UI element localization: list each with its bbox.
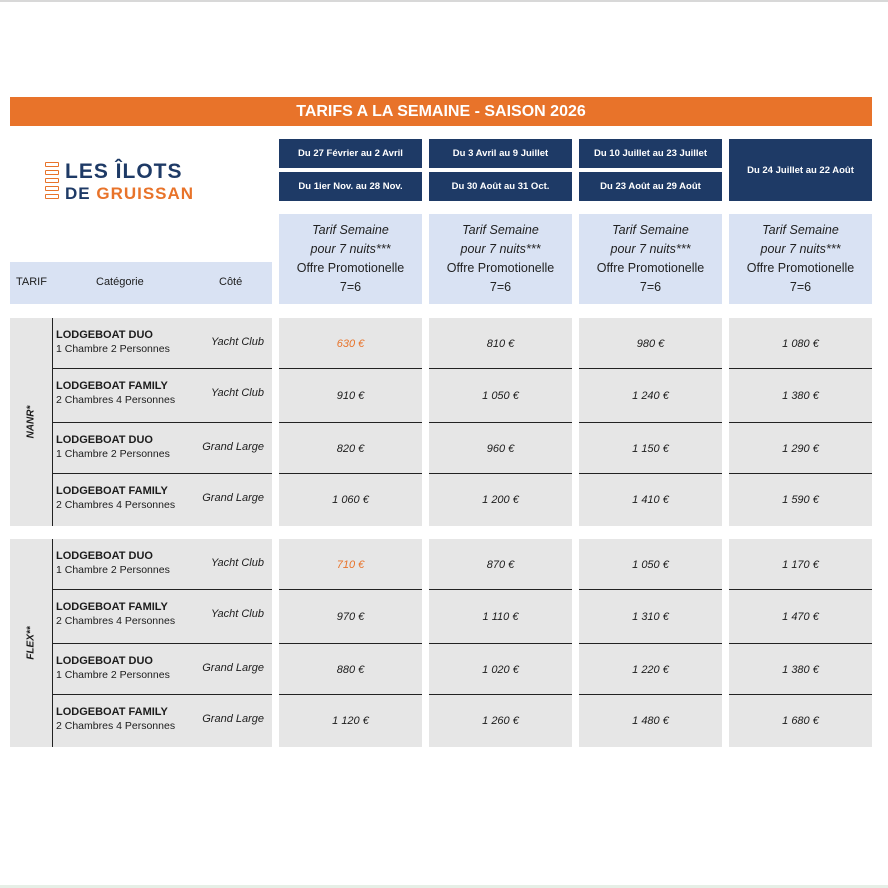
header-categorie: Catégorie <box>96 276 144 288</box>
group-label-cell <box>10 539 53 747</box>
logo-line2: DE GRUISSAN <box>65 184 195 203</box>
row-subtitle: 2 Chambres 4 Personnes <box>56 394 176 406</box>
price-cell: 1 470 € <box>729 590 872 644</box>
price-cell: 710 € <box>279 539 422 590</box>
table-row <box>53 369 272 423</box>
price-cell: 1 260 € <box>429 695 572 747</box>
table-row <box>53 539 272 590</box>
price-cell: 1 310 € <box>579 590 722 644</box>
row-subtitle: 1 Chambre 2 Personnes <box>56 669 170 681</box>
table-row <box>53 423 272 474</box>
logo-mark-icon <box>45 162 59 204</box>
tarif-label-4: Tarif Semaine pour 7 nuits*** Offre Promotionelle 7=6 <box>729 214 872 304</box>
price-cell: 630 € <box>279 318 422 369</box>
period-4: Du 24 Juillet au 22 Août <box>729 139 872 201</box>
price-cell: 1 170 € <box>729 539 872 590</box>
price-cell: 1 050 € <box>429 369 572 423</box>
row-cote: Yacht Club <box>211 557 264 569</box>
period-3-bottom: Du 23 Août au 29 Août <box>579 172 722 201</box>
row-subtitle: 2 Chambres 4 Personnes <box>56 499 176 511</box>
price-cell: 910 € <box>279 369 422 423</box>
price-cell: 1 380 € <box>729 644 872 695</box>
logo-line1: LES ÎLOTS <box>65 160 183 183</box>
price-cell: 1 290 € <box>729 423 872 474</box>
price-cell: 1 220 € <box>579 644 722 695</box>
price-cell: 1 380 € <box>729 369 872 423</box>
period-1-bottom: Du 1ier Nov. au 28 Nov. <box>279 172 422 201</box>
group-label-cell <box>10 318 53 526</box>
row-subtitle: 1 Chambre 2 Personnes <box>56 343 170 355</box>
group-label: NANR* <box>25 405 37 439</box>
row-cote: Yacht Club <box>211 336 264 348</box>
price-cell: 960 € <box>429 423 572 474</box>
page-title: TARIFS A LA SEMAINE - SAISON 2026 <box>10 97 872 126</box>
column-headers <box>10 262 272 304</box>
row-cote: Grand Large <box>202 662 264 674</box>
row-name: LODGEBOAT DUO <box>56 434 153 446</box>
row-cote: Yacht Club <box>211 608 264 620</box>
price-cell: 870 € <box>429 539 572 590</box>
header-cote: Côté <box>219 276 243 288</box>
period-1-top: Du 27 Février au 2 Avril <box>279 139 422 168</box>
price-cell: 880 € <box>279 644 422 695</box>
top-divider <box>0 0 888 2</box>
table-row <box>53 590 272 644</box>
price-cell: 1 150 € <box>579 423 722 474</box>
row-cote: Grand Large <box>202 713 264 725</box>
tarif-label-2: Tarif Semaine pour 7 nuits*** Offre Promotionelle 7=6 <box>429 214 572 304</box>
price-cell: 980 € <box>579 318 722 369</box>
row-cote: Yacht Club <box>211 387 264 399</box>
table-row <box>53 318 272 369</box>
row-subtitle: 1 Chambre 2 Personnes <box>56 564 170 576</box>
row-cote: Grand Large <box>202 492 264 504</box>
price-cell: 1 480 € <box>579 695 722 747</box>
table-row <box>53 474 272 526</box>
header-tarif: TARIF <box>16 276 47 288</box>
price-cell: 1 120 € <box>279 695 422 747</box>
price-cell: 810 € <box>429 318 572 369</box>
period-3-top: Du 10 Juillet au 23 Juillet <box>579 139 722 168</box>
row-name: LODGEBOAT DUO <box>56 329 153 341</box>
tarif-label-3: Tarif Semaine pour 7 nuits*** Offre Promotionelle 7=6 <box>579 214 722 304</box>
price-cell: 1 200 € <box>429 474 572 526</box>
price-cell: 1 080 € <box>729 318 872 369</box>
row-name: LODGEBOAT FAMILY <box>56 706 168 718</box>
table-row <box>53 695 272 747</box>
row-name: LODGEBOAT FAMILY <box>56 601 168 613</box>
period-2-bottom: Du 30 Août au 31 Oct. <box>429 172 572 201</box>
row-name: LODGEBOAT DUO <box>56 550 153 562</box>
row-name: LODGEBOAT FAMILY <box>56 485 168 497</box>
table-row <box>53 644 272 695</box>
row-subtitle: 2 Chambres 4 Personnes <box>56 720 176 732</box>
tarif-label-1: Tarif Semaine pour 7 nuits*** Offre Promotionelle 7=6 <box>279 214 422 304</box>
group-label: FLEX** <box>25 626 37 660</box>
price-cell: 1 110 € <box>429 590 572 644</box>
price-cell: 1 060 € <box>279 474 422 526</box>
row-subtitle: 1 Chambre 2 Personnes <box>56 448 170 460</box>
row-name: LODGEBOAT DUO <box>56 655 153 667</box>
price-cell: 820 € <box>279 423 422 474</box>
price-cell: 1 410 € <box>579 474 722 526</box>
price-cell: 1 590 € <box>729 474 872 526</box>
price-cell: 1 050 € <box>579 539 722 590</box>
row-name: LODGEBOAT FAMILY <box>56 380 168 392</box>
price-cell: 1 020 € <box>429 644 572 695</box>
price-cell: 1 240 € <box>579 369 722 423</box>
price-cell: 970 € <box>279 590 422 644</box>
row-cote: Grand Large <box>202 441 264 453</box>
price-cell: 1 680 € <box>729 695 872 747</box>
logo <box>45 160 265 208</box>
row-subtitle: 2 Chambres 4 Personnes <box>56 615 176 627</box>
period-2-top: Du 3 Avril au 9 Juillet <box>429 139 572 168</box>
